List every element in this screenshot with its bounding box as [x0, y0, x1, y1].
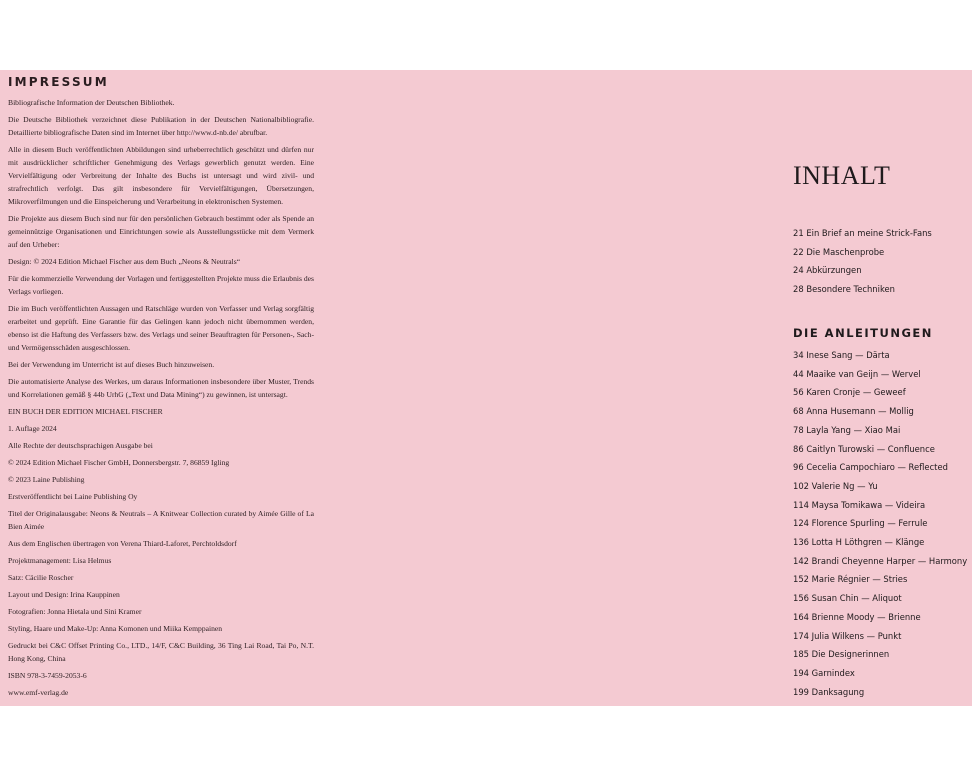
impressum-body [8, 96, 314, 699]
toc-pattern-entry: 136 Lotta H Löthgren — Klänge [793, 537, 925, 547]
impressum-paragraph: Erstveröffentlicht bei Laine Publishing Oy [8, 492, 138, 501]
impressum-paragraph: © 2023 Laine Publishing [8, 475, 85, 484]
toc-pattern-entry: 156 Susan Chin — Aliquot [793, 593, 902, 604]
toc-pattern-entry: 142 Brandi Cheyenne Harper — Harmony [793, 555, 968, 566]
impressum-paragraph: Titel der Originalausgabe: Neons & Neutrals – A Knitwear Collection curated by Aimée Gille of La Bien Aimée [8, 509, 314, 531]
impressum-paragraph: Satz: Cäcilie Roscher [8, 573, 74, 582]
toc-pattern-entry: 68 Anna Husemann — Mollig [793, 406, 914, 417]
toc-pattern-entry: 199 Danksagung [793, 686, 865, 697]
impressum-paragraph: Aus dem Englischen übertragen von Verena Thiard-Laforet, Perchtoldsdorf [8, 539, 237, 548]
impressum-paragraph: Für die kommerzielle Verwendung der Vorlagen und fertiggestellten Projekte muss die Erlaubnis des Verlags vorliegen. [8, 274, 314, 296]
impressum-paragraph: Gedruckt bei C&C Offset Printing Co., LTD., 14/F, C&C Building, 36 Ting Lai Road, Tai Po, N.T. Hong Kong, China [8, 641, 314, 663]
toc-pattern-entry: 174 Julia Wilkens — Punkt [793, 630, 902, 641]
toc-entry: 28 Besondere Techniken [793, 283, 895, 294]
impressum-paragraph: Projektmanagement: Lisa Helmus [8, 556, 112, 565]
impressum-paragraph: Layout und Design: Irina Kauppinen [8, 590, 120, 599]
impressum-paragraph: EIN BUCH DER EDITION MICHAEL FISCHER [8, 407, 163, 416]
toc-pattern-entry: 114 Maysa Tomikawa — Videira [793, 499, 926, 510]
impressum-paragraph: Styling, Haare und Make-Up: Anna Komonen und Miika Kemppainen [8, 624, 223, 633]
impressum-paragraph: Die Deutsche Bibliothek verzeichnet diese Publikation in der Deutschen Nationalbibliografie. Detaillierte bibliografische Daten sind im Internet über http://www.d-nb.de/ abrufbar. [8, 115, 314, 137]
impressum-paragraph: Bibliografische Information der Deutschen Bibliothek. [8, 98, 175, 107]
book-spread [0, 70, 972, 706]
impressum-column [8, 74, 314, 703]
toc-pattern-entry: 194 Garnindex [793, 667, 855, 678]
impressum-paragraph: Design: © 2024 Edition Michael Fischer aus dem Buch „Neons & Neutrals“ [8, 257, 241, 266]
impressum-paragraph: www.emf-verlag.de [8, 688, 69, 697]
toc-title: INHALT [793, 161, 891, 190]
toc-entry: 24 Abkürzungen [793, 265, 862, 276]
impressum-title: IMPRESSUM [8, 75, 109, 89]
toc-section-title: DIE ANLEITUNGEN [793, 326, 933, 340]
impressum-paragraph: Die im Buch veröffentlichten Aussagen und Ratschläge wurden von Verfasser und Verlag sorgfältig erarbeitet und geprüft. Eine Garantie für das Gelingen kann jedoch nicht übernommen werden, ebenso ist die Haftung des Verfassers bzw. des Verlags und seiner Beauftragten für Personen-, Sach- und Vermögensschäden ausgeschlossen. [8, 304, 314, 352]
toc-pattern-entry: 96 Cecelia Campochiaro — Reflected [793, 462, 948, 473]
impressum-paragraph: Fotografien: Jonna Hietala und Sini Kramer [8, 607, 142, 616]
impressum-paragraph: Die Projekte aus diesem Buch sind nur für den persönlichen Gebrauch bestimmt oder als Spende an gemeinnützige Organisationen und Einrichtungen sowie als Ausstellungsstücke mit dem Vermerk auf den Urheber: [8, 214, 314, 249]
impressum-paragraph: Alle Rechte der deutschsprachigen Ausgabe bei [8, 441, 153, 450]
toc-pattern-entry: 152 Marie Régnier — Stries [793, 574, 908, 585]
toc-pattern-entry: 34 Inese Sang — Därta [793, 350, 890, 360]
impressum-paragraph: Die automatisierte Analyse des Werkes, um daraus Informationen insbesondere über Muster, Trends und Korrelationen gemäß § 44b UrhG („Text und Data Mining“) zu gewinnen, ist untersagt. [8, 377, 314, 399]
impressum-paragraph: Alle in diesem Buch veröffentlichten Abbildungen sind urheberrechtlich geschützt und dürfen nur mit ausdrücklicher schriftlicher Genehmigung des Verlags gewerblich genutzt werden. Eine Vervielfältigung oder Verbreitung der Inhalte des Buchs ist untersagt und wird zivil- und strafrechtlich verfolgt. Das gilt insbesondere für Vervielfältigungen, Übersetzungen, Mikroverfilmungen und die Einspeicherung und Verarbeitung in elektronischen Systemen. [8, 145, 314, 206]
toc-pattern-entry: 164 Brienne Moody — Brienne [793, 611, 921, 622]
toc-pattern-entry: 185 Die Designerinnen [793, 649, 890, 660]
toc-entry: 21 Ein Brief an meine Strick-Fans [793, 228, 932, 238]
impressum-paragraph: 1. Auflage 2024 [8, 424, 57, 433]
impressum-paragraph: ISBN 978-3-7459-2053-6 [8, 671, 87, 680]
toc-pattern-entry: 124 Florence Spurling — Ferrule [793, 518, 928, 529]
toc-pattern-entry: 78 Layla Yang — Xiao Mai [793, 424, 901, 435]
impressum-paragraph: Bei der Verwendung im Unterricht ist auf dieses Buch hinzuweisen. [8, 360, 215, 369]
toc-pattern-entry: 44 Maaike van Geijn — Wervel [793, 368, 921, 379]
impressum-paragraph: © 2024 Edition Michael Fischer GmbH, Donnersbergstr. 7, 86859 Igling [8, 458, 230, 467]
toc-entry: 22 Die Maschenprobe [793, 246, 885, 257]
toc-pattern-entry: 86 Caitlyn Turowski — Confluence [793, 443, 935, 454]
toc-pattern-entry: 56 Karen Cronje — Geweef [793, 387, 906, 398]
toc-pattern-entry: 102 Valerie Ng — Yu [793, 480, 878, 491]
